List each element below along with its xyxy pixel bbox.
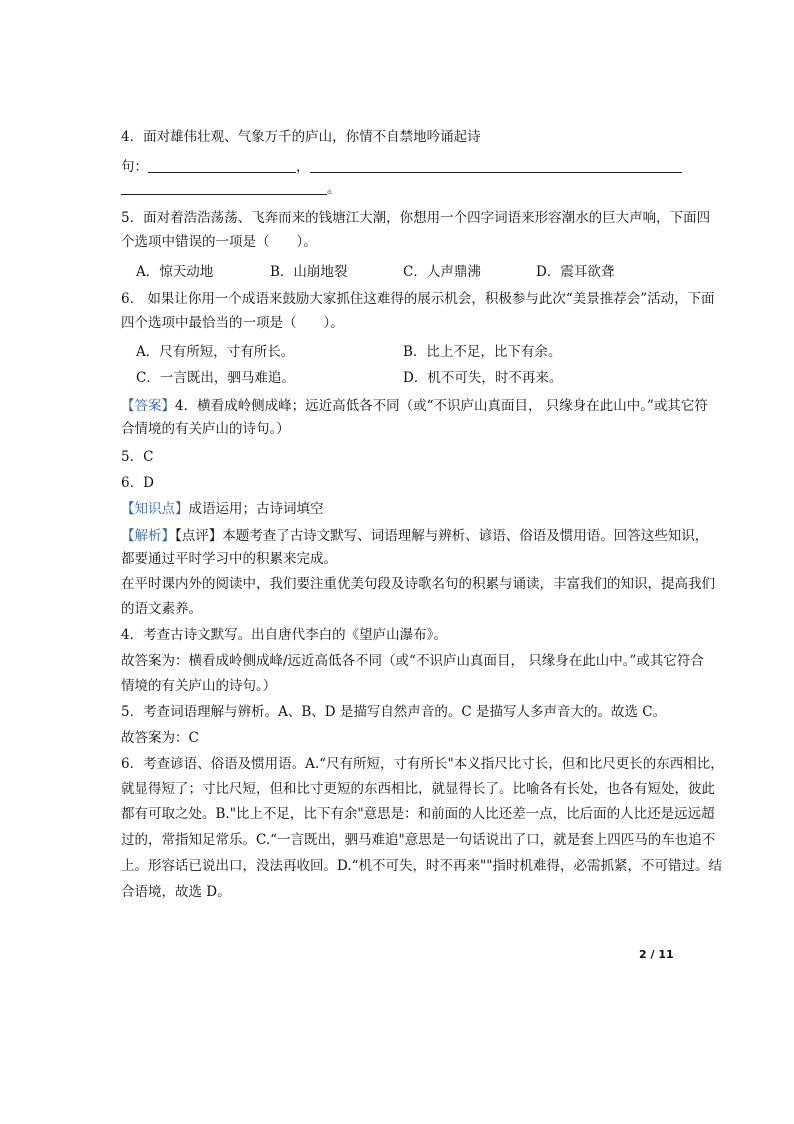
q4-blank-2[interactable] [310,158,682,173]
analysis-line-1 [121,527,708,545]
q6-option-a[interactable]: A．尺有所短，寸有所长。 [136,344,295,360]
q6-option-d[interactable]: D．机不可失，时不再来。 [403,370,563,386]
q4-blank-3[interactable] [121,180,327,195]
answer-tag: 【答案】 [121,398,175,414]
analysis-line-3: 在平时课内外的阅读中，我们要注重优美句段及诗歌名句的积累与诵读，丰富我们的知识，提高我们 [121,576,715,592]
comment-tag: 【点评】 [175,528,223,544]
knowledge-line [121,500,324,518]
answer-line-1 [121,397,708,415]
analysis-line-14: 上。形容话已说出口，没法再收回。D.“机不可失，时不再来""指时机难得，必需抓紧，不可错过。结 [121,858,722,874]
answer-q6: 6．D [121,475,154,491]
knowledge-text: 成语运用；古诗词填空 [188,501,324,517]
analysis-line-7: 情境的有关庐山的诗句。） [121,678,277,694]
q4-end: 。 [327,181,341,197]
q4-prefix: 句： [121,159,148,175]
analysis-tag: 【解析】 [121,528,175,544]
q5-option-a[interactable]: A．惊天动地 [136,264,214,280]
analysis-line-9: 故答案为：C [121,730,199,746]
q5-option-b[interactable]: B．山崩地裂 [270,264,348,280]
analysis-line-11: 就显得短了；寸比尺短，但和比寸更短的东西相比，就显得长了。比喻各有长处，也各有短处，彼此 [121,781,715,797]
q6-option-b[interactable]: B．比上不足，比下有余。 [403,344,562,360]
q5-option-d[interactable]: D．震耳欲聋 [536,264,615,280]
q4-blank-1[interactable] [148,158,296,173]
knowledge-tag: 【知识点】 [121,501,189,517]
q6-stem-line-1: 6． 如果让你用一个成语来鼓励大家抓住这难得的展示机会，积极参与此次“美景推荐会”活动，下面 [121,291,715,307]
analysis-line-15: 合语境，故选 D。 [121,884,231,900]
q4-fill-line-2 [121,180,341,198]
q4-comma: ， [296,159,310,175]
q5-stem-line-2: 个选项中错误的一项是（ ）。 [121,234,317,250]
analysis-line-10: 6．考查谚语、俗语及惯用语。A.“尺有所短，寸有所长"本义指尺比寸长，但和比尺更长的东西相比， [121,756,724,772]
answer-text-1: 4．横看成岭侧成峰；远近高低各不同（或“不识庐山真面目， 只缘身在此山中。”或其它符 [175,398,708,414]
q6-stem-line-2: 四个选项中最恰当的一项是（ ）。 [121,315,344,331]
q5-stem-line-1: 5．面对着浩浩荡荡、飞奔而来的钱塘江大潮，你想用一个四字词语来形容潮水的巨大声响，下面四 [121,210,711,226]
answer-line-2: 合情境的有关庐山的诗句。） [121,421,290,437]
analysis-line-6: 故答案为：横看成岭侧成峰/远近高低各不同（或“不识庐山真面目， 只缘身在此山中。”或其它符合 [121,653,704,669]
analysis-line-2: 都要通过平时学习中的积累来完成。 [121,551,337,567]
page-number: 2 / 11 [639,948,674,961]
q4-stem: 4．面对雄伟壮观、气象万千的庐山，你情不自禁地吟诵起诗 [121,129,481,145]
analysis-line-8: 5．考查词语理解与辨析。A、B、D 是描写自然声音的。C 是描写人多声音大的。故选 C。 [121,704,667,720]
analysis-text-1: 本题考查了古诗文默写、词语理解与辨析、谚语、俗语及惯用语。回答这些知识， [222,528,709,544]
analysis-line-5: 4．考查古诗文默写。出自唐代李白的《望庐山瀑布》。 [121,627,447,643]
answer-q5: 5．C [121,449,154,465]
analysis-line-13: 过的，常指知足常乐。C.“一言既出，驷马难追"意思是一句话说出了口，就是套上四匹马的车也追不 [121,832,716,848]
analysis-line-4: 的语文素养。 [121,601,202,617]
analysis-line-12: 都有可取之处。B."比上不足，比下有余"意思是：和前面的人比还差一点，比后面的人比还是远远超 [121,806,715,822]
q5-option-c[interactable]: C．人声鼎沸 [403,264,481,280]
q6-option-c[interactable]: C．一言既出，驷马难追。 [136,370,295,386]
q4-fill-line [121,158,682,176]
